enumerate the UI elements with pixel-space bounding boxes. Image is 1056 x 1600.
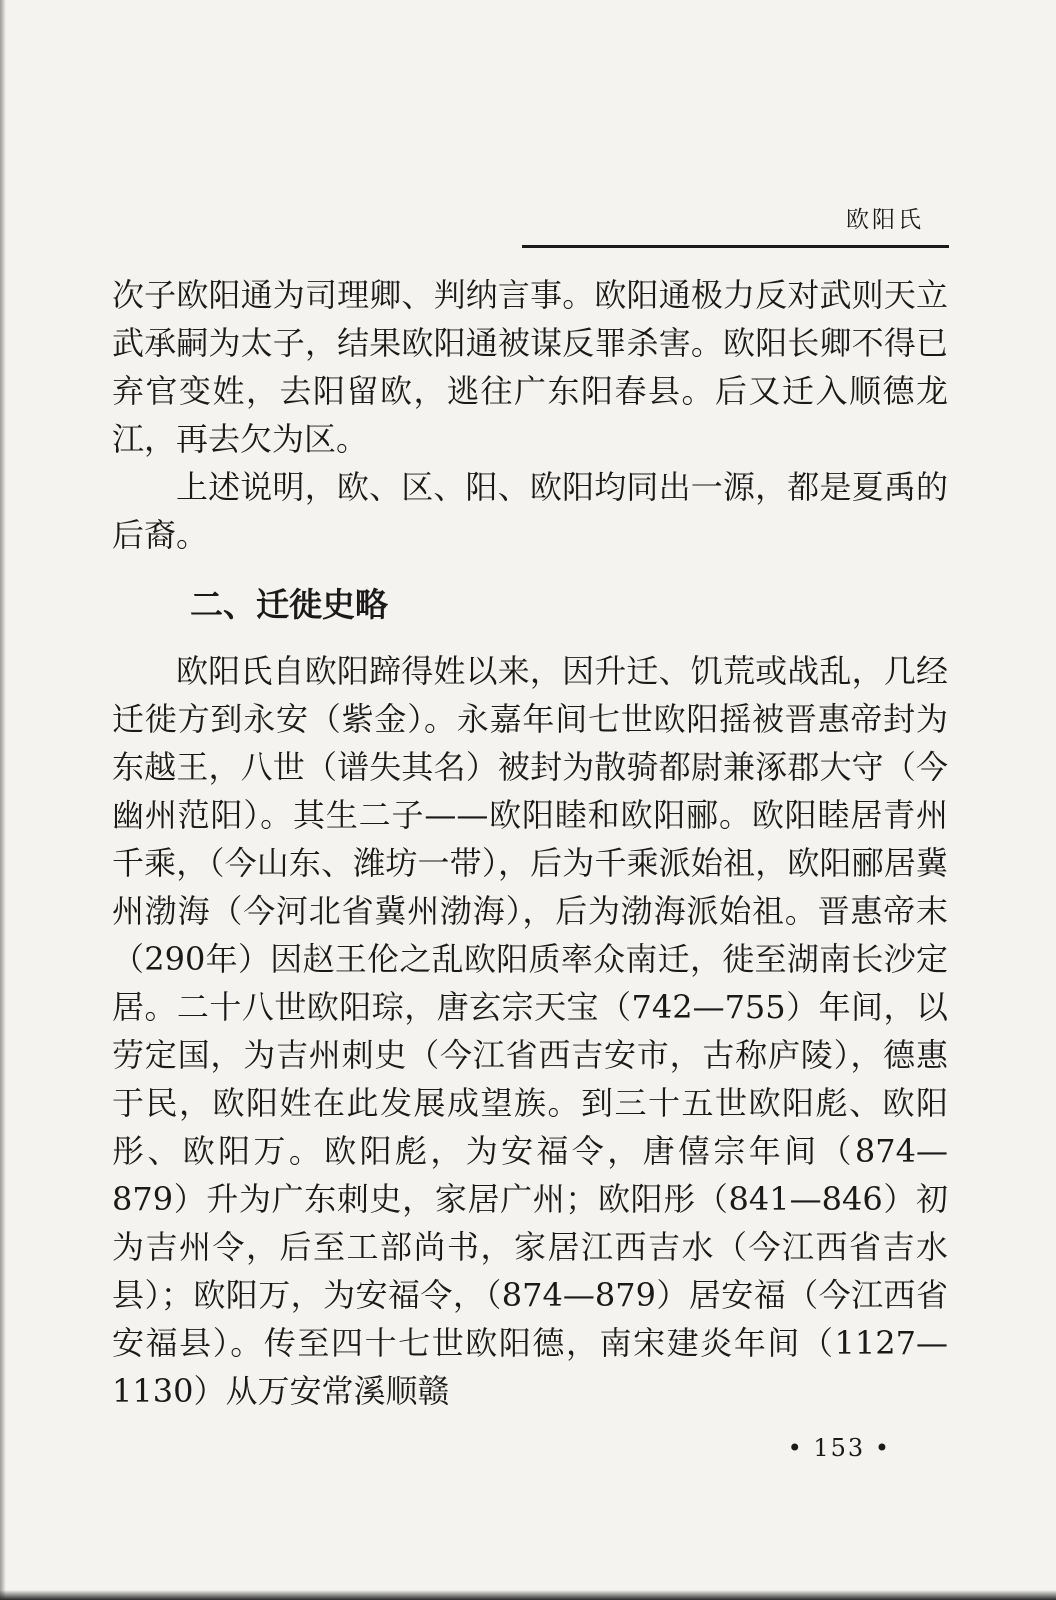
- paragraph-summary: 上述说明，欧、区、阳、欧阳均同出一源，都是夏禹的后裔。: [112, 468, 948, 554]
- page-body: [112, 271, 948, 1415]
- page-bottom-edge: [0, 1590, 1056, 1600]
- page-number: • 153 •: [787, 1434, 891, 1462]
- page-left-edge: [0, 0, 6, 1600]
- header-rule: [522, 245, 949, 248]
- section-heading: 二、迁徙史略: [190, 585, 388, 624]
- paragraph-migration: 欧阳氏自欧阳蹄得姓以来，因升迁、饥荒或战乱，几经迁徙方到永安（紫金）。永嘉年间七世欧阳摇被晋惠帝封为东越王，八世（谱失其名）被封为散骑都尉兼涿郡大守（今幽州范阳）。其生二子——欧阳睦和欧阳郦。欧阳睦居青州千乘，（今山东、潍坊一带），后为千乘派始祖，欧阳郦居冀州渤海（今河北省冀州渤海），后为渤海派始祖。晋惠帝末（290年）因赵王伦之乱欧阳质率众南迁，徙至湖南长沙定居。二十八世欧阳琮，唐玄宗天宝（742—755）年间，以劳定国，为吉州刺史（今江省西吉安市，古称庐陵），德惠于民，欧阳姓在此发展成望族。到三十五世欧阳彪、欧阳彤、欧阳万。欧阳彪，为安福令，唐僖宗年间（874—879）升为广东刺史，家居广州；欧阳彤（841—846）初为吉州令，后至工部尚书，家居江西吉水（今江西省吉水县）；欧阳万，为安福令，（874—879）居安福（今江西省安福县）。传至四十七世欧阳德，南宋建炎年间（1127—1130）从万安常溪顺赣: [112, 652, 948, 1410]
- paragraph-continued: 次子欧阳通为司理卿、判纳言事。欧阳通极力反对武则天立武承嗣为太子，结果欧阳通被谋反罪杀害。欧阳长卿不得已弃官变姓，去阳留欧，逃往广东阳春县。后又迁入顺德龙江，再去欠为区。: [112, 276, 948, 458]
- running-head: 欧阳氏: [846, 207, 924, 233]
